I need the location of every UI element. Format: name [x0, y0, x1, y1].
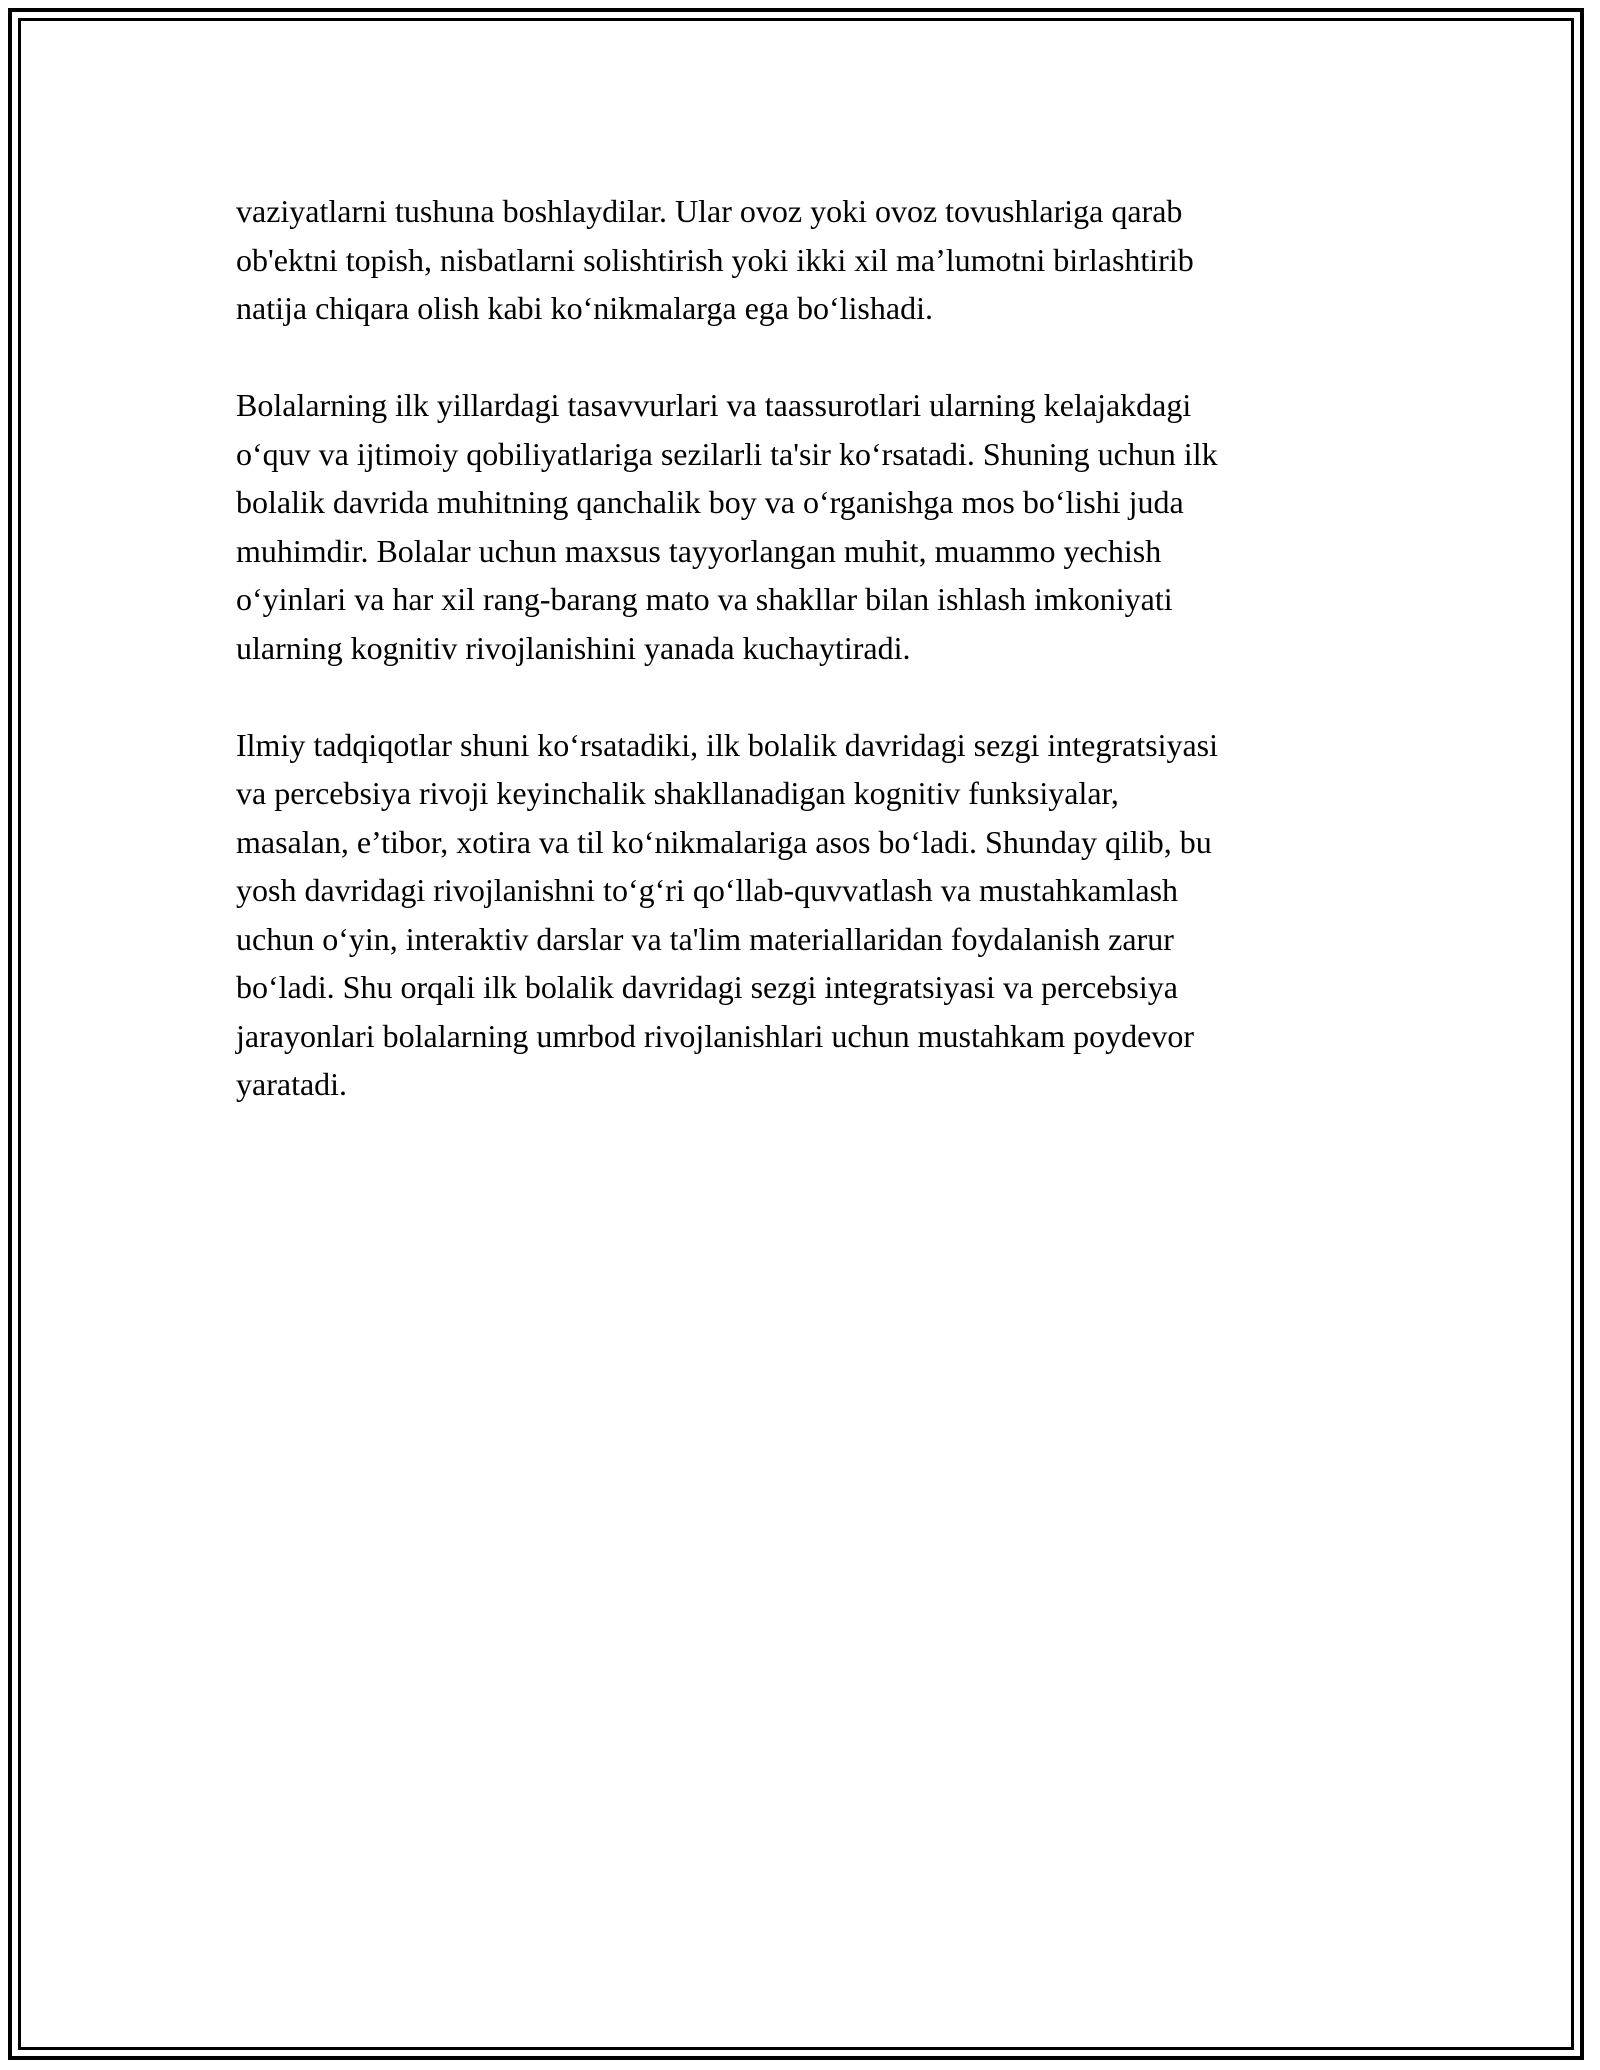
text-line: jarayonlari bolalarning umrbod rivojlanishlari uchun mustahkam poydevor — [236, 1017, 1194, 1054]
text-line: uchun o‘yin, interaktiv darslar va ta'lim materiallaridan foydalanish zarur — [236, 920, 1174, 957]
text-line: va percebsiya rivoji keyinchalik shakllanadigan kognitiv funksiyalar, — [236, 775, 1119, 811]
text-line: o‘yinlari va har xil rang-barang mato va shakllar bilan ishlash imkoniyati — [236, 581, 1173, 617]
text-line: yaratadi. — [236, 1066, 348, 1102]
text-line: Ilmiy tadqiqotlar shuni ko‘rsatadiki, ilk bolalik davridagi sezgi integratsiyasi — [236, 726, 1219, 763]
text-line: bo‘ladi. Shu orqali ilk bolalik davridagi sezgi integratsiyasi va percebsiya — [236, 969, 1178, 1005]
text-line: vaziyatlarni tushuna boshlaydilar. Ular ovoz yoki ovoz tovushlariga qarab — [236, 193, 1183, 229]
paragraph-2 — [236, 381, 1368, 672]
document-body — [236, 187, 1368, 1157]
text-line: o‘quv va ijtimoiy qobiliyatlariga sezilarli ta'sir ko‘rsatadi. Shuning uchun ilk — [236, 435, 1218, 472]
text-line: bolalik davrida muhitning qanchalik boy va o‘rganishga mos bo‘lishi juda — [236, 484, 1184, 520]
text-line: muhimdir. Bolalar uchun maxsus tayyorlangan muhit, muammo yechish — [236, 532, 1162, 569]
paragraph-3 — [236, 721, 1368, 1109]
text-line: ularning kognitiv rivojlanishini yanada kuchaytiradi. — [236, 629, 911, 666]
paragraph-1 — [236, 187, 1368, 333]
text-line: ob'ektni topish, nisbatlarni solishtirish yoki ikki xil ma’lumotni birlashtirib — [236, 241, 1194, 278]
text-line: masalan, e’tibor, xotira va til ko‘nikmalariga asos bo‘ladi. Shunday qilib, bu — [236, 823, 1212, 860]
text-line: Bolalarning ilk yillardagi tasavvurlari va taassurotlari ularning kelajakdagi — [236, 387, 1192, 423]
text-line: yosh davridagi rivojlanishni to‘g‘ri qo‘llab-quvvatlash va mustahkamlash — [236, 872, 1179, 908]
text-line: natija chiqara olish kabi ko‘nikmalarga ega bo‘lishadi. — [236, 290, 933, 326]
